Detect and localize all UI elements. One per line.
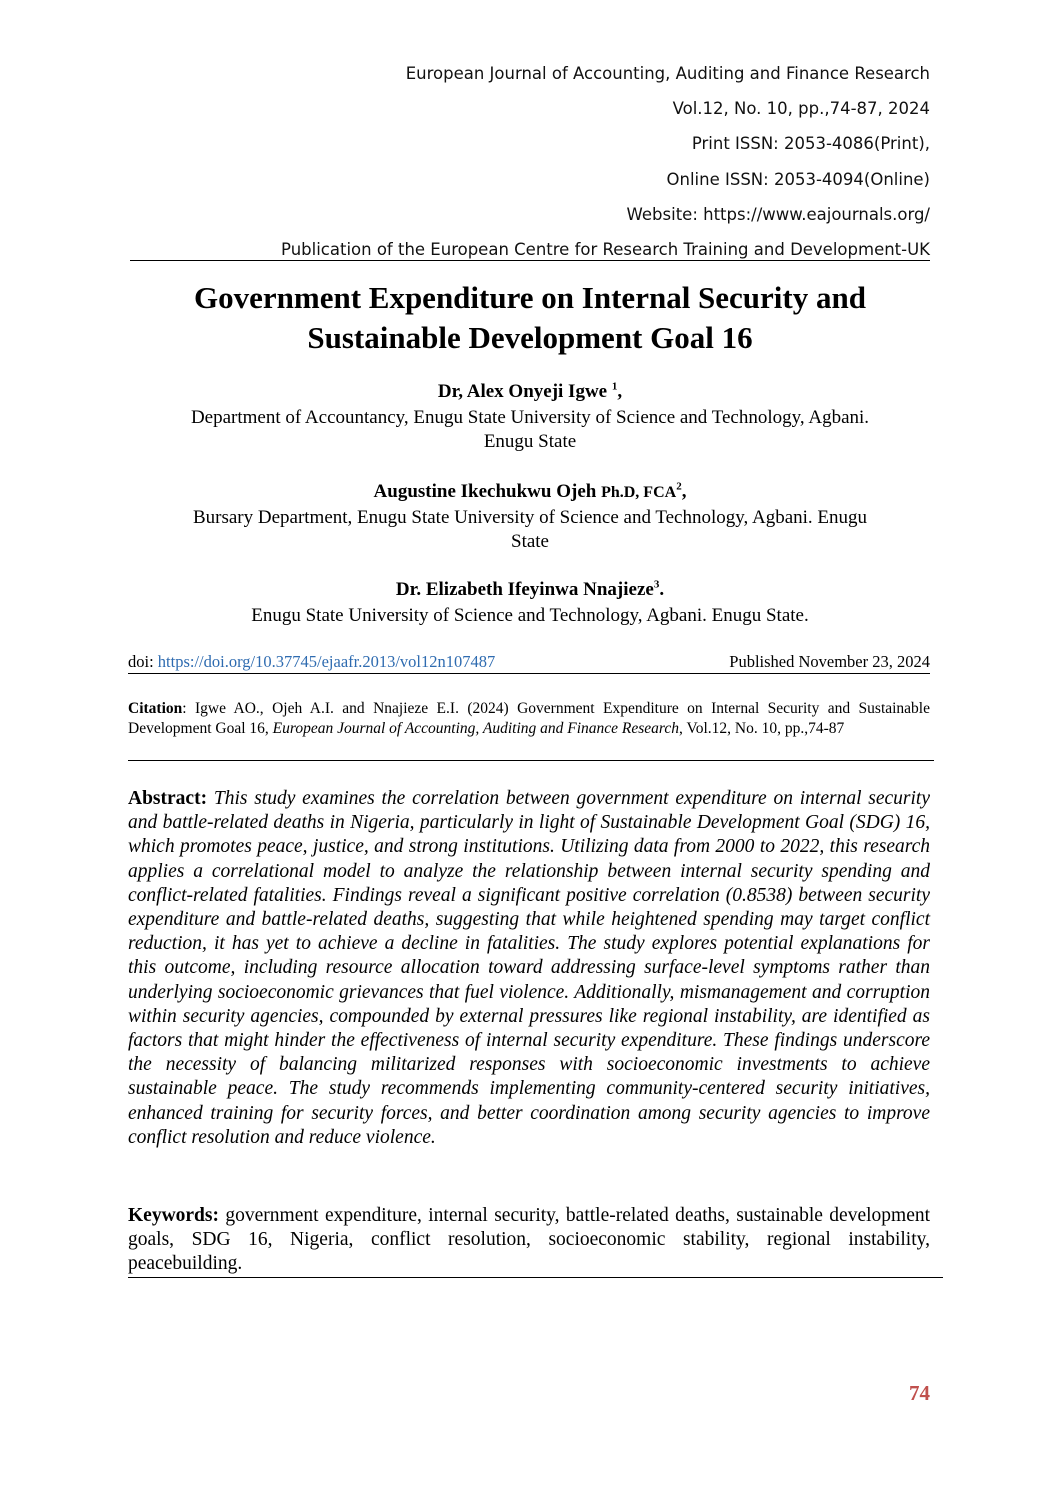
citation-journal: European Journal of Accounting, Auditing and Finance Research bbox=[272, 720, 680, 737]
page-number: 74 bbox=[909, 1381, 930, 1405]
author-3-sup: 3 bbox=[653, 578, 660, 591]
citation-text-after: , Vol.12, No. 10, pp.,74-87 bbox=[679, 720, 845, 737]
paper-title bbox=[100, 278, 960, 358]
abstract-text: This study examines the correlation between government expenditure on internal security and battle-related deaths in Nigeria, particularly in light of Sustainable Development Goal (SDG) 16, which promotes peace, justice, and strong institutions. Utilizing data from 2000 to 2022, this research applies a correlational model to analyze the relationship between internal security spending and conflict-related fatalities. Findings reveal a significant positive correlation (0.8538) between security expenditure and battle-related deaths, suggesting that while heightened spending may target conflict reduction, it has yet to achieve a decline in fatalities. The study explores potential explanations for this outcome, including resource allocation toward addressing surface-level symptoms rather than underlying socioeconomic grievances that fuel violence. Additionally, mismanagement and corruption within security agencies, compounded by external pressures like regional instability, are identified as factors that might hinder the effectiveness of internal security expenditure. These findings underscore the necessity of balancing militarized responses with socioeconomic investments to achieve sustainable peace. The study recommends implementing community-centered security initiatives, enhanced training for security forces, and better coordination among security agencies to improve conflict resolution and reduce violence. bbox=[128, 788, 930, 1148]
keywords-divider bbox=[128, 1277, 943, 1278]
author-2-credentials: Ph.D, FCA bbox=[601, 484, 677, 501]
author-2-name-text: Augustine Ikechukwu Ojeh bbox=[373, 481, 602, 502]
doi-label: doi: bbox=[128, 652, 158, 671]
doi-divider bbox=[128, 673, 930, 674]
citation-text-before: : Igwe AO., Ojeh A.I. and Nnajieze E.I. (2024) Government Expenditure on Internal Security and Sustainable Development Goal 16, bbox=[128, 700, 930, 737]
journal-website: Website: https://www.eajournals.org/ bbox=[626, 205, 930, 224]
author-1-affiliation-line-2: Enugu State bbox=[483, 431, 577, 452]
abstract bbox=[128, 787, 930, 1150]
doi-link[interactable]: https://doi.org/10.37745/ejaafr.2013/vol12n107487 bbox=[157, 652, 496, 671]
author-1-sup: 1 bbox=[611, 380, 618, 393]
author-1-suffix: , bbox=[617, 381, 623, 402]
citation-label: Citation bbox=[128, 700, 183, 717]
author-1-name-text: Dr, Alex Onyeji Igwe bbox=[437, 381, 612, 402]
author-2-sup: 2 bbox=[676, 480, 682, 493]
doi-row bbox=[128, 652, 930, 672]
citation-divider bbox=[128, 760, 934, 761]
journal-volume: Vol.12, No. 10, pp.,74-87, 2024 bbox=[672, 99, 930, 118]
abstract-label: Abstract: bbox=[128, 788, 208, 809]
keywords-label: Keywords: bbox=[128, 1205, 219, 1226]
author-3-affiliation: Enugu State University of Science and Technology, Agbani. Enugu State. bbox=[251, 605, 809, 626]
author-2-name bbox=[110, 480, 950, 505]
online-issn: Online ISSN: 2053-4094(Online) bbox=[666, 170, 930, 189]
author-3-name-text: Dr. Elizabeth Ifeyinwa Nnajieze bbox=[395, 579, 654, 600]
author-2-affiliation-line-1: Bursary Department, Enugu State University of Science and Technology, Agbani. Enugu bbox=[192, 507, 868, 528]
keywords-text: government expenditure, internal security, battle-related deaths, sustainable development goals, SDG 16, Nigeria, conflict resolution, socioeconomic stability, regional instability, peacebuilding. bbox=[128, 1205, 931, 1275]
journal-name: European Journal of Accounting, Auditing and Finance Research bbox=[405, 64, 930, 83]
keywords bbox=[128, 1204, 930, 1277]
author-3-suffix: . bbox=[659, 579, 665, 600]
author-2-affiliation-line-2: State bbox=[511, 531, 549, 552]
print-issn: Print ISSN: 2053-4086(Print), bbox=[691, 134, 930, 153]
author-1-affiliation-line-1: Department of Accountancy, Enugu State University of Science and Technology, Agbani. bbox=[190, 407, 870, 428]
paper-title-line-2: Sustainable Development Goal 16 bbox=[307, 320, 753, 355]
publisher-line: Publication of the European Centre for Research Training and Development-UK bbox=[281, 240, 930, 259]
paper-title-line-1: Government Expenditure on Internal Security and bbox=[194, 280, 866, 315]
citation bbox=[128, 699, 930, 739]
author-3-name bbox=[110, 578, 950, 602]
header-divider bbox=[130, 260, 930, 261]
author-1-affiliation bbox=[110, 406, 950, 454]
published-date: Published November 23, 2024 bbox=[729, 652, 930, 671]
author-1-name bbox=[110, 380, 950, 404]
author-2-suffix: , bbox=[681, 481, 687, 502]
author-2-affiliation bbox=[110, 506, 950, 554]
